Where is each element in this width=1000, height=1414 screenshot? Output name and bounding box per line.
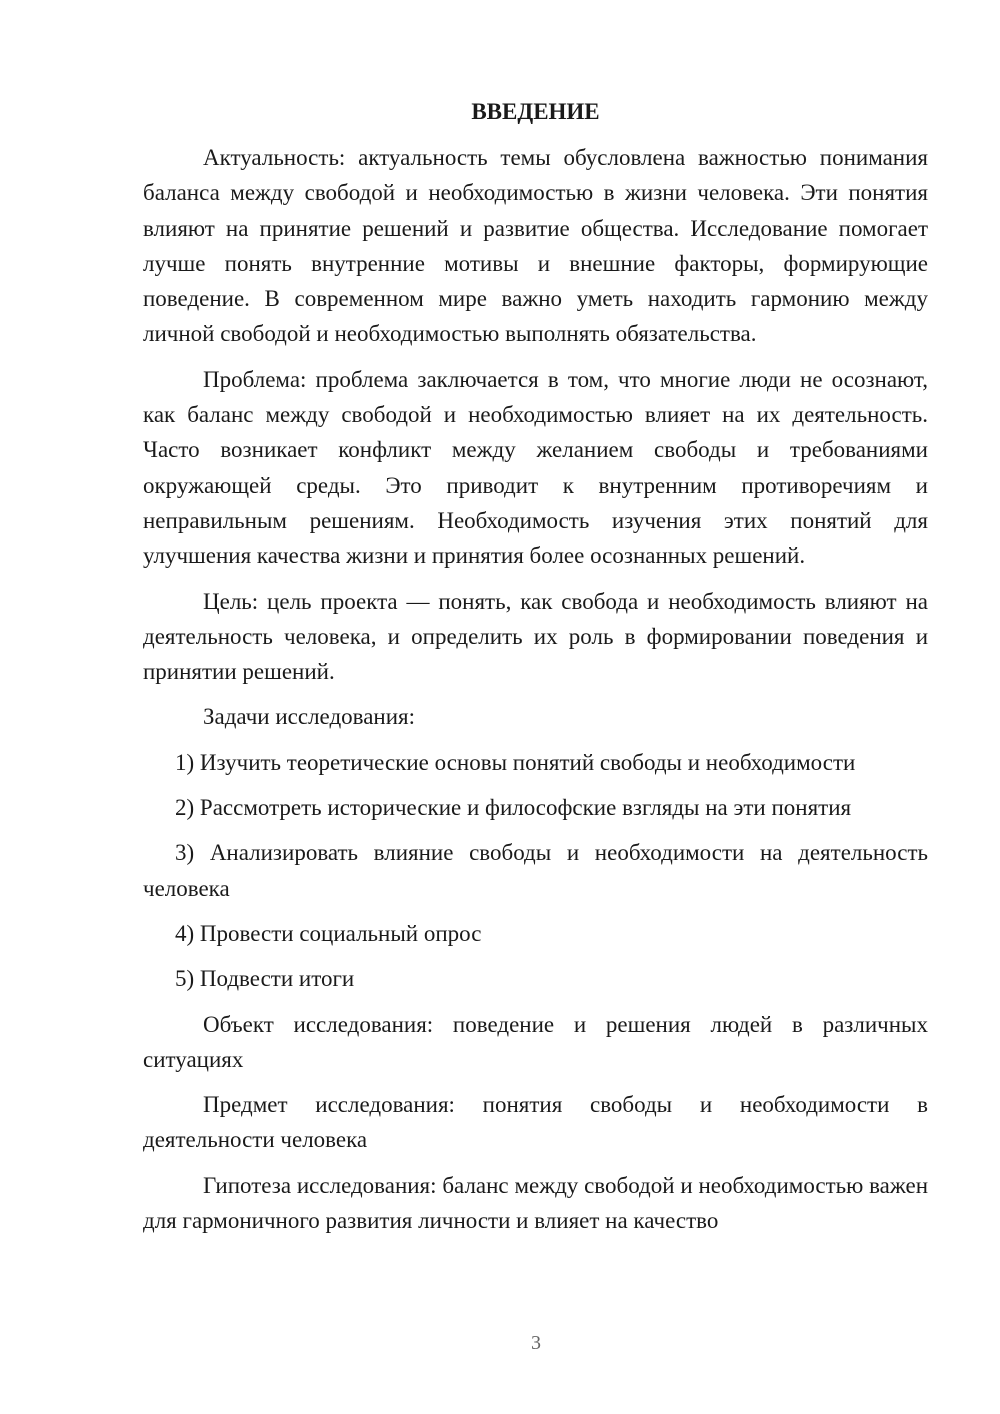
relevance-paragraph: Актуальность: актуальность темы обусловлена важностью понимания баланса между свободой и необходимостью в жизни человека. Эти понятия влияют на принятие решений и развитие общества. Исследование помогает лучше понять внутренние мотивы и внешние факторы, формирующие поведение. В современном мире важно уметь находить гармонию между личной свободой и необходимостью выполнять обязательства. bbox=[143, 145, 928, 347]
task-item: 1) Изучить теоретические основы понятий свободы и необходимости bbox=[175, 749, 856, 775]
subject-paragraph: Предмет исследования: понятия свободы и необходимости в деятельности человека bbox=[143, 1092, 928, 1153]
problem-paragraph: Проблема: проблема заключается в том, что многие люди не осознают, как баланс между свободой и необходимостью влияет на их деятельность. Часто возникает конфликт между желанием свободы и требованиями окружающей среды. Это приводит к внутренним противоречиям и неправильным решениям. Необходимость изучения этих понятий для улучшения качества жизни и принятия более осознанных решений. bbox=[143, 366, 928, 569]
task-item: 2) Рассмотреть исторические и философские взгляды на эти понятия bbox=[175, 795, 852, 821]
task-item: 4) Провести социальный опрос bbox=[175, 920, 482, 946]
task-item: 5) Подвести итоги bbox=[175, 966, 355, 992]
page-number: 3 bbox=[531, 1332, 541, 1354]
goal-paragraph: Цель: цель проекта — понять, как свобода и необходимость влияют на деятельность человека, и определить их роль в формировании поведения и принятии решений. bbox=[143, 588, 928, 685]
hypothesis-paragraph: Гипотеза исследования: баланс между свободой и необходимостью важен для гармоничного развития личности и влияет на качество bbox=[143, 1172, 928, 1234]
section-title: ВВЕДЕНИЕ bbox=[471, 99, 600, 124]
task-item: 3) Анализировать влияние свободы и необходимости на деятельность человека bbox=[143, 840, 928, 901]
object-paragraph: Объект исследования: поведение и решения людей в различных ситуациях bbox=[143, 1011, 928, 1072]
page-content bbox=[143, 94, 928, 1248]
tasks-heading: Задачи исследования: bbox=[203, 704, 416, 730]
